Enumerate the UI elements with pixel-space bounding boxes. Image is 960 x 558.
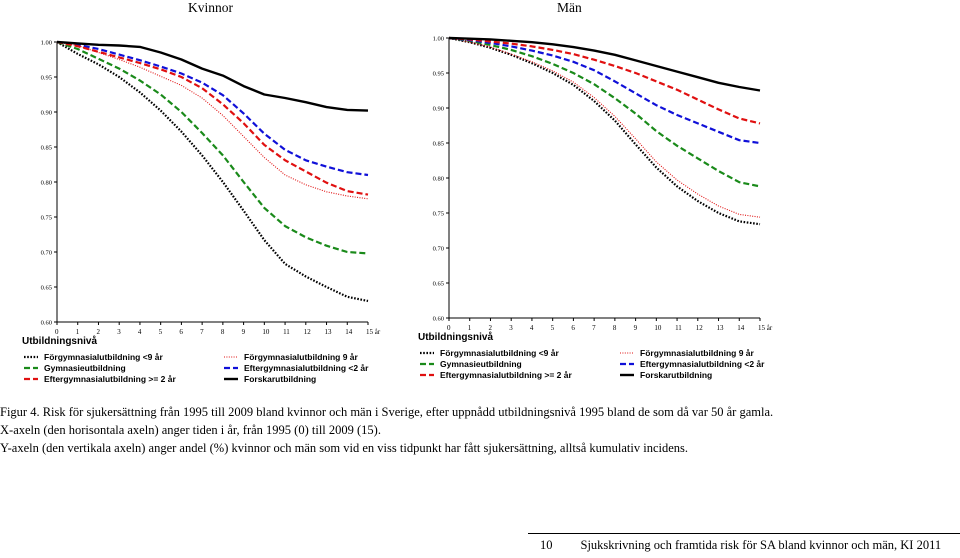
x-tick-label: 14 (345, 328, 353, 336)
legend (418, 331, 765, 380)
panel-title-man: Män (557, 0, 582, 15)
x-tick-label: 11 (675, 324, 682, 332)
x-tick-label: 8 (612, 324, 617, 332)
y-tick-label: 0.95 (432, 70, 444, 78)
x-tick-label: 1 (75, 328, 80, 336)
legend-label: Förgymnasialutbildning <9 år (44, 352, 163, 362)
y-tick-label: 0.95 (40, 74, 52, 82)
y-tick-label: 0.70 (432, 245, 444, 253)
page-footer (540, 538, 941, 553)
legend-title: Utbildningsnivå (22, 336, 97, 347)
legend-label: Forskarutbildning (244, 374, 317, 384)
figure-caption (0, 403, 960, 457)
x-tick-label: 15 år (758, 324, 773, 332)
legend-label: Förgymnasialutbildning 9 år (640, 348, 754, 358)
legend-label: Gymnasieutbildning (440, 359, 522, 369)
x-tick-label: 3 (117, 328, 121, 336)
x-tick-label: 15 år (366, 328, 381, 336)
chart-panel-1 (22, 40, 381, 385)
y-tick-label: 0.65 (40, 284, 52, 292)
x-tick-label: 5 (158, 328, 163, 336)
y-tick-label: 0.85 (40, 144, 52, 152)
x-tick-label: 0 (55, 328, 59, 336)
legend-label: Eftergymnasialutbildning <2 år (640, 359, 765, 369)
y-tick-label: 0.80 (40, 179, 52, 187)
x-tick-label: 13 (716, 324, 724, 332)
legend-label: Eftergymnasialutbildning >= 2 år (44, 374, 176, 384)
caption-line-1 (0, 403, 960, 421)
page-number: 10 (540, 538, 553, 552)
caption-line-3: Y-axeln (den vertikala axeln) anger andel (%) kvinnor och män som vid en viss tidpunkt har fått sjukersättning, alltså kumulativ incidens. (0, 441, 689, 455)
x-tick-label: 9 (633, 324, 638, 332)
x-tick-label: 6 (571, 324, 575, 332)
y-tick-label: 0.75 (432, 210, 444, 218)
x-tick-label: 14 (737, 324, 745, 332)
y-tick-label: 0.90 (432, 105, 444, 113)
legend-label: Forskarutbildning (640, 370, 713, 380)
legend-label: Eftergymnasialutbildning <2 år (244, 363, 369, 373)
x-tick-label: 4 (529, 324, 534, 332)
x-tick-label: 7 (200, 328, 204, 336)
panel-title-kvinnor: Kvinnor (188, 0, 233, 15)
x-tick-label: 1 (467, 324, 472, 332)
x-tick-label: 7 (592, 324, 596, 332)
x-tick-label: 12 (695, 324, 703, 332)
legend (22, 335, 369, 384)
x-tick-label: 2 (488, 324, 492, 332)
x-tick-label: 9 (241, 328, 246, 336)
y-tick-label: 0.75 (40, 214, 52, 222)
plot-area (57, 42, 368, 322)
y-tick-label: 0.90 (40, 109, 52, 117)
x-tick-label: 11 (283, 328, 290, 336)
x-tick-label: 8 (220, 328, 225, 336)
chart-panel-2 (418, 36, 773, 381)
y-tick-label: 1.00 (40, 39, 52, 47)
y-tick-label: 0.70 (40, 249, 52, 257)
x-tick-label: 3 (509, 324, 513, 332)
y-tick-label: 0.80 (432, 175, 444, 183)
x-tick-label: 13 (324, 328, 332, 336)
y-tick-label: 1.00 (432, 35, 444, 43)
y-tick-label: 0.85 (432, 140, 444, 148)
plot-area (449, 38, 760, 318)
x-tick-label: 6 (179, 328, 183, 336)
x-tick-label: 10 (262, 328, 270, 336)
legend-label: Förgymnasialutbildning 9 år (244, 352, 358, 362)
y-tick-label: 0.60 (40, 319, 52, 327)
x-tick-label: 2 (96, 328, 100, 336)
y-tick-label: 0.65 (432, 280, 444, 288)
legend-label: Gymnasieutbildning (44, 363, 126, 373)
caption-line-2: X-axeln (den horisontala axeln) anger tiden i år, från 1995 (0) till 2009 (15). (0, 423, 381, 437)
footer-text: Sjukskrivning och framtida risk för SA bland kvinnor och män, KI 2011 (580, 538, 942, 552)
y-tick-label: 0.60 (432, 315, 444, 323)
x-tick-label: 10 (654, 324, 662, 332)
x-tick-label: 4 (137, 328, 142, 336)
legend-title: Utbildningsnivå (418, 332, 493, 343)
figure-label: Figur 4. (0, 405, 40, 419)
footer-rule (528, 533, 960, 534)
legend-label: Eftergymnasialutbildning >= 2 år (440, 370, 572, 380)
x-tick-label: 5 (550, 324, 555, 332)
x-tick-label: 0 (447, 324, 451, 332)
caption-text-1: Risk för sjukersättning från 1995 till 2009 bland kvinnor och män i Sverige, efter uppnådd utbildningsnivå 1995 bland de som då var 50 år gamla. (39, 405, 774, 419)
x-tick-label: 12 (303, 328, 311, 336)
legend-label: Förgymnasialutbildning <9 år (440, 348, 559, 358)
